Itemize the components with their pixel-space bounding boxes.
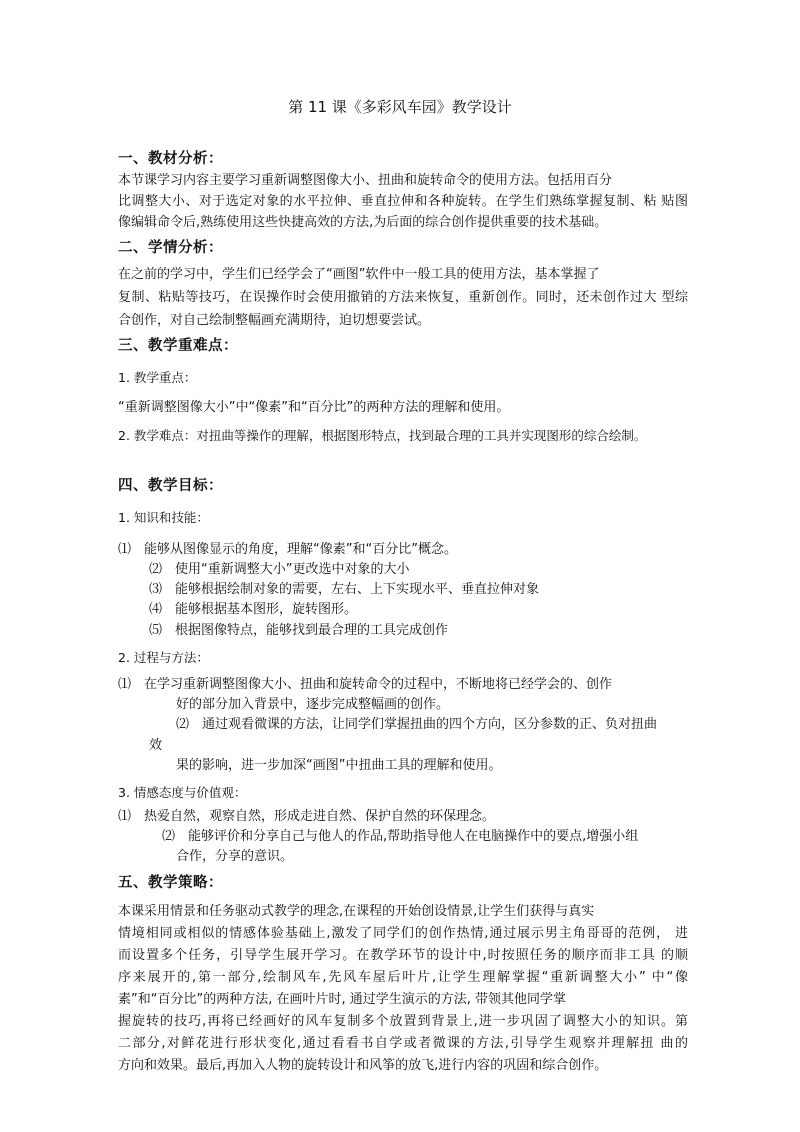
paragraph-line: 合创作，对自己绘制整幅画充满期待，迫切想要尝试。 [118, 313, 431, 328]
paragraph-line: 情境相同或相似的情感体验基础上,激发了同学们的创作热情,通过展示男主角哥哥的范例， 进 [118, 926, 688, 941]
paragraph-line: 在之前的学习中，学生们已经学会了“画图”软件中一般工具的使用方法，基本掌握了 [118, 267, 600, 282]
paragraph-line: 方向和效果。最后,再加入人物的旋转设计和风筝的放飞,进行内容的巩固和综合创作。 [118, 1058, 608, 1073]
list-item-continuation: 好的部分加入背景中，逐步完成整幅画的创作。 [176, 697, 450, 712]
section-heading-key-points: 三、教学重难点： [118, 338, 238, 354]
list-item: ⑶ 能够根据绘制对象的需要，左右、上下实现水平、垂直拉伸对象 [149, 582, 540, 597]
section-heading-textbook-analysis: 一、教材分析： [118, 151, 223, 167]
document-title: 第 11 课《多彩风车园》教学设计 [288, 98, 512, 116]
section-heading-student-analysis: 二、学情分析： [118, 240, 223, 256]
paragraph-line: 本课采用情景和任务驱动式教学的理念,在课程的开始创设情景,让学生们获得与真实 [118, 904, 595, 919]
difficult-point-text: 2. 教学难点：对扭曲等操作的理解，根据图形特点，找到最合理的工具并实现图形的综合绘制。 [118, 428, 647, 443]
key-point-text: “重新调整图像大小”中“像素”和“百分比”的两种方法的理解和使用。 [118, 400, 510, 415]
paragraph-line: 像编辑命令后,熟练使用这些快捷高效的方法,为后面的综合创作提供重要的技术基础。 [118, 215, 608, 230]
paragraph-line: 二部分,对鲜花进行形状变化,通过看看书自学或者微课的方法,引导学生观察并理解扭 曲的 [118, 1036, 688, 1051]
objective-label-knowledge: 1. 知识和技能： [118, 510, 209, 525]
list-item: ⑷ 能够根据基本图形，旋转图形。 [149, 602, 358, 617]
paragraph-line: 序来展开的,第一部分,绘制风车,先风车屋后叶片,让学生理解掌握“重新调整大小” 中“像 [118, 970, 688, 985]
objective-label-attitude: 3. 情感态度与价值观： [118, 785, 247, 800]
list-item: ⑵ 通过观看微课的方法，让同学们掌握扭曲的四个方向，区分参数的正、负对扭曲 [176, 717, 658, 732]
list-item: ⑴ 热爱自然，观察自然，形成走进自然、保护自然的环保理念。 [118, 809, 496, 824]
section-heading-strategy: 五、教学策略： [118, 875, 223, 891]
list-item: ⑵ 使用“重新调整大小”更改选中对象的大小 [149, 562, 410, 577]
list-item: ⑸ 根据图像特点，能够找到最合理的工具完成创作 [149, 623, 449, 638]
paragraph-line: 而设置多个任务，引导学生展开学习。在教学环节的设计中,时按照任务的顺序而非工具 的顺 [118, 948, 688, 963]
paragraph-line: 复制、粘贴等技巧，在误操作时会使用撤销的方法来恢复，重新创作。同时，还未创作过大 型综 [118, 290, 688, 305]
list-item: ⑵ 能够评价和分享自己与他人的作品,帮助指导他人在电脑操作中的要点,增强小组 [162, 829, 639, 844]
list-item: ⑴ 在学习重新调整图像大小、扭曲和旋转命令的过程中，不断地将已经学会的、创作 [118, 677, 613, 692]
section-heading-objectives: 四、教学目标： [118, 478, 223, 494]
list-item: ⑴ 能够从图像显示的角度，理解“像素”和“百分比”概念。 [118, 542, 457, 557]
key-point-label: 1. 教学重点： [118, 370, 197, 385]
paragraph-line: 本节课学习内容主要学习重新调整图像大小、扭曲和旋转命令的使用方法。包括用百分 [118, 173, 613, 188]
list-item-continuation: 效 [149, 738, 163, 753]
paragraph-line: 握旋转的技巧,再将已经画好的风车复制多个放置到背景上,进一步巩固了调整大小的知识。第 [118, 1014, 688, 1029]
paragraph-line: 比调整大小、对于选定对象的水平拉伸、垂直拉伸和各种旋转。在学生们熟练掌握复制、粘 贴图 [118, 194, 688, 209]
list-item-continuation: 合作，分享的意识。 [176, 849, 294, 864]
objective-label-process: 2. 过程与方法： [118, 650, 209, 665]
paragraph-line: 素”和“百分比”的两种方法, 在画叶片时, 通过学生演示的方法, 带领其他同学掌 [118, 992, 566, 1007]
list-item-continuation: 果的影响，进一步加深“画图”中扭曲工具的理解和使用。 [176, 758, 502, 773]
